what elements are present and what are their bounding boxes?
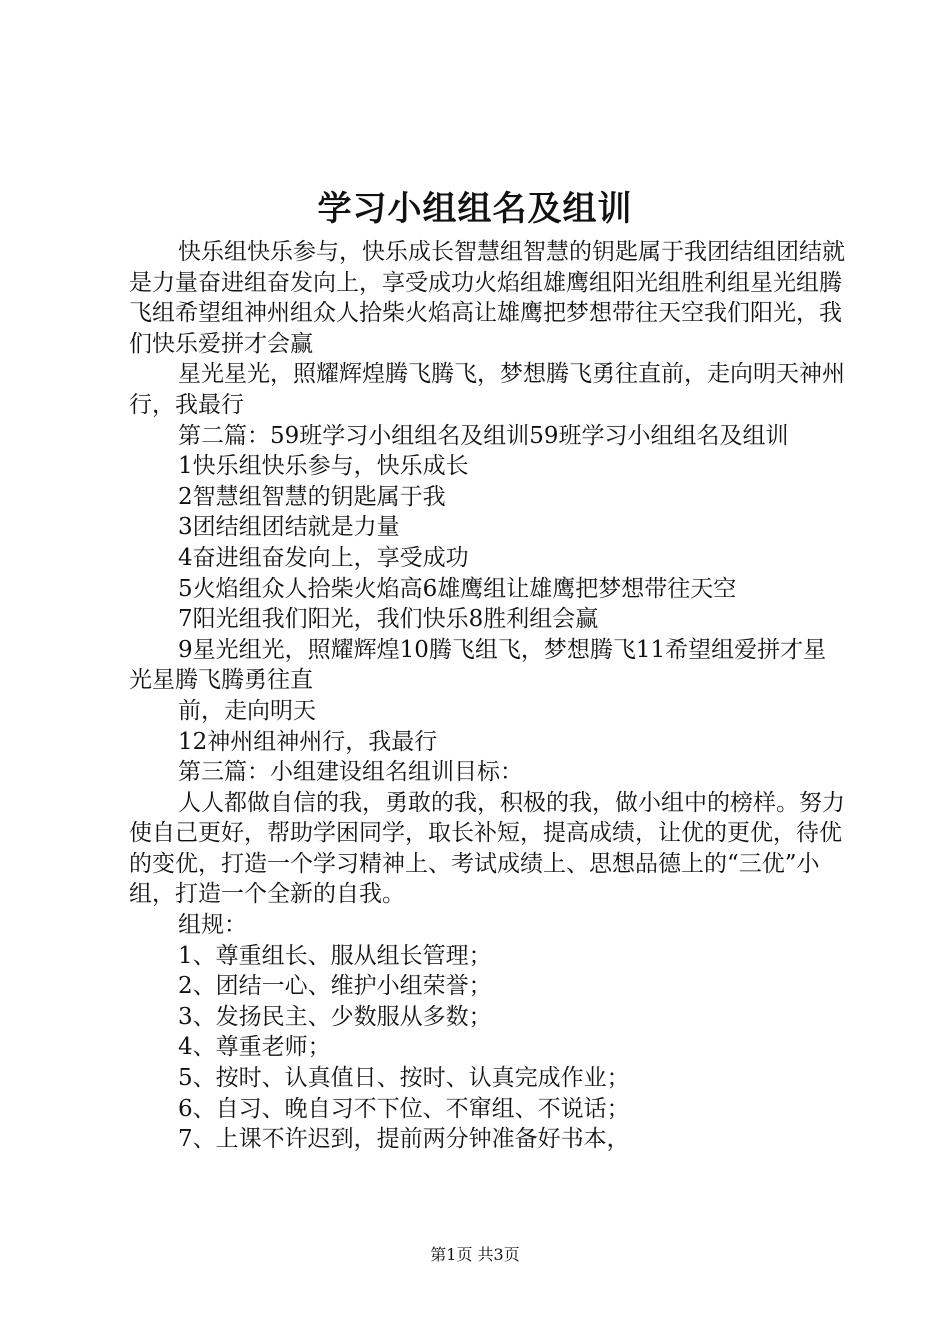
list-item: 3团结组团结就是力量 <box>178 514 400 541</box>
rule-item: 2、团结一心、维护小组荣誉； <box>178 973 492 1000</box>
list-item: 9星光组光，照耀辉煌10腾飞组飞，梦想腾飞11希望组爱拼才星光星腾飞腾勇往直 <box>129 636 827 694</box>
rule-item: 5、按时、认真值日、按时、认真完成作业； <box>178 1065 630 1092</box>
document-body <box>129 237 849 1155</box>
list-item: 前，走向明天 <box>178 697 316 724</box>
section-heading-part-three: 第三篇：小组建设组名组训目标： <box>178 759 523 786</box>
rules-heading: 组规： <box>178 912 247 939</box>
list-item: 1快乐组快乐参与，快乐成长 <box>178 453 469 480</box>
list-item: 4奋进组奋发向上，享受成功 <box>178 544 469 571</box>
paragraph-slogans: 星光星光，照耀辉煌腾飞腾飞，梦想腾飞勇往直前，走向明天神州行，我最行 <box>129 361 845 418</box>
rule-item: 6、自习、晚自习不下位、不窜组、不说话； <box>178 1095 630 1122</box>
list-item: 2智慧组智慧的钥匙属于我 <box>178 483 446 510</box>
rule-item: 3、发扬民主、少数服从多数； <box>178 1003 492 1030</box>
list-item: 12神州组神州行，我最行 <box>178 728 438 755</box>
paragraph-group-names: 快乐组快乐参与，快乐成长智慧组智慧的钥匙属于我团结组团结就是力量奋进组奋发向上，享受成功火焰组雄鹰组阳光组胜利组星光组腾飞组希望组神州组众人拾柴火焰高让雄鹰把梦想带往天空我们阳光，我们快乐爱拼才会赢 <box>129 239 845 357</box>
rule-item: 1、尊重组长、服从组长管理； <box>178 942 492 969</box>
document-title: 学习小组组名及组训 <box>317 189 633 229</box>
paragraph-goal: 人人都做自信的我，勇敢的我，积极的我，做小组中的榜样。努力使自己更好，帮助学困同学，取长补短，提高成绩，让优的更优，待优的变优，打造一个学习精神上、考试成绩上、思想品德上的“三优”小组，打造一个全新的自我。 <box>129 789 845 908</box>
list-item: 7阳光组我们阳光，我们快乐8胜利组会赢 <box>178 606 599 633</box>
rule-item: 7、上课不许迟到，提前两分钟准备好书本， <box>178 1126 630 1153</box>
section-heading-part-two: 第二篇：59班学习小组组名及组训59班学习小组组名及组训 <box>178 422 789 449</box>
rule-item: 4、尊重老师； <box>178 1034 331 1061</box>
list-item: 5火焰组众人拾柴火焰高6雄鹰组让雄鹰把梦想带往天空 <box>178 575 737 602</box>
page-footer: 第1页 共3页 <box>430 1245 520 1264</box>
